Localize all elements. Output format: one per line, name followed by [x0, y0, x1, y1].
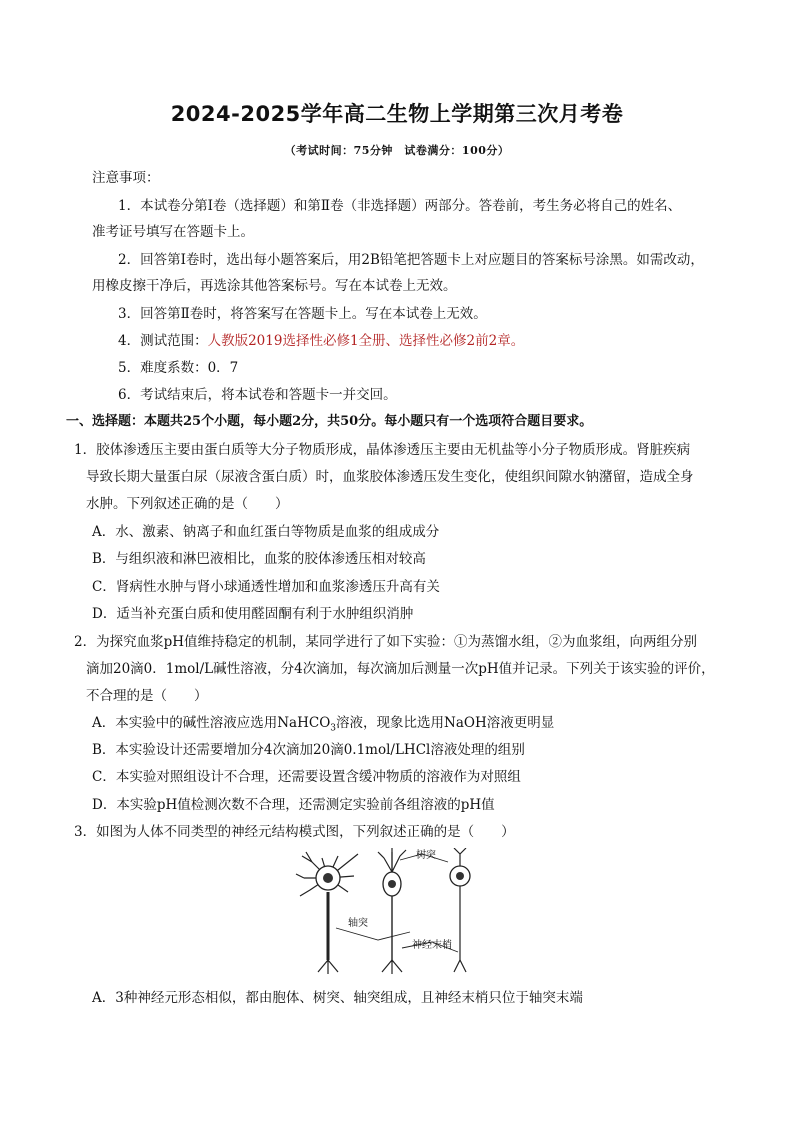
q2-option-a-subscript: 3 [330, 723, 337, 734]
neuron-figure [292, 848, 498, 976]
q2-option-a-text: A．本实验中的碱性溶液应选用NaHCO [92, 715, 331, 731]
axon-leader [336, 928, 410, 940]
exam-info: （考试时间：75分钟 试卷满分：100分） [284, 144, 510, 157]
notice-item-1: 1．本试卷分第Ⅰ卷（选择题）和第Ⅱ卷（非选择题）两部分。答卷前，考生务必将自己的姓名、 [118, 198, 682, 214]
q1-stem-line1: 1．胶体渗透压主要由蛋白质等大分子物质形成，晶体渗透压主要由无机盐等小分子物质形成。肾脏疾病 [74, 442, 691, 458]
neuron-diagram [292, 848, 498, 976]
neuron1-terminals [318, 960, 338, 974]
q2-option-d: D．本实验pH值检测次数不合理，还需测定实验前各组溶液的pH值 [92, 797, 495, 813]
notice-item-1-cont: 准考证号填写在答题卡上。 [92, 224, 254, 240]
q1-option-c: C．肾病性水肿与肾小球通透性增加和血浆渗透压升高有关 [92, 579, 440, 595]
q1-option-d: D．适当补充蛋白质和使用醛固酮有利于水肿组织消肿 [92, 606, 414, 622]
q1-option-b: B．与组织液和淋巴液相比，血浆的胶体渗透压相对较高 [92, 551, 426, 567]
q2-stem-line2: 滴加20滴0．1mol/L碱性溶液，分4次滴加，每次滴加后测量一次pH值并记录。下列关于该实验的评价， [86, 661, 715, 677]
notice-item-6: 6．考试结束后，将本试卷和答题卡一并交回。 [118, 387, 397, 403]
label-nerve-terminal: 神经末梢 [412, 940, 452, 951]
neuron2-terminals [382, 960, 402, 974]
notice-heading: 注意事项： [92, 170, 160, 186]
q3-option-a: A．3种神经元形态相似，都由胞体、树突、轴突组成，且神经末梢只位于轴突末端 [92, 990, 583, 1006]
notice-item-2-cont: 用橡皮擦干净后，再选涂其他答案标号。写在本试卷上无效。 [92, 278, 457, 294]
notice-item-3: 3．回答第Ⅱ卷时，将答案写在答题卡上。写在本试卷上无效。 [118, 306, 487, 322]
notice-item-4 [118, 331, 524, 351]
test-range: 人教版2019选择性必修1全册、选择性必修2前2章。 [207, 333, 525, 349]
q1-stem-line2: 导致长期大量蛋白尿（尿液含蛋白质）时，血浆胶体渗透压发生变化，使组织间隙水钠潴留，造成全身 [86, 469, 694, 485]
section-heading: 一、选择题：本题共25个小题，每小题2分，共50分。每小题只有一个选项符合题目要求。 [66, 414, 593, 429]
notice-item-5: 5．难度系数：0．7 [118, 360, 239, 376]
neuron3-nucleus [456, 872, 464, 880]
notice-item-4-label: 4．测试范围： [118, 333, 208, 349]
q2-option-b: B．本实验设计还需要增加分4次滴加20滴0.1mol/LHCl溶液处理的组别 [92, 742, 525, 758]
neuron1-nucleus [323, 873, 333, 883]
q2-stem-line1: 2．为探究血浆pH值维持稳定的机制，某同学进行了如下实验：①为蒸馏水组，②为血浆组，向两组分别 [74, 634, 698, 650]
q1-stem-line3: 水肿。下列叙述正确的是（ ） [86, 496, 289, 512]
q2-option-a [92, 713, 554, 739]
q2-option-a-text-end: 溶液，现象比选用NaOH溶液更明显 [336, 715, 555, 731]
q1-option-a: A．水、激素、钠离子和血红蛋白等物质是血浆的组成成分 [92, 524, 440, 540]
notice-item-2: 2．回答第Ⅰ卷时，选出每小题答案后，用2B铅笔把答题卡上对应题目的答案标号涂黑。如需改动， [118, 252, 704, 268]
label-dendrite: 树突 [416, 850, 436, 861]
q2-option-c: C．本实验对照组设计不合理，还需要设置含缓冲物质的溶液作为对照组 [92, 769, 521, 785]
neuron3-terminals [454, 960, 466, 972]
label-axon: 轴突 [348, 918, 368, 929]
q2-stem-line3: 不合理的是（ ） [86, 688, 208, 704]
q3-stem: 3．如图为人体不同类型的神经元结构模式图，下列叙述正确的是（ ） [74, 824, 515, 840]
page-title: 2024-2025学年高二生物上学期第三次月考卷 [170, 102, 624, 126]
neuron2-nucleus [388, 880, 396, 888]
